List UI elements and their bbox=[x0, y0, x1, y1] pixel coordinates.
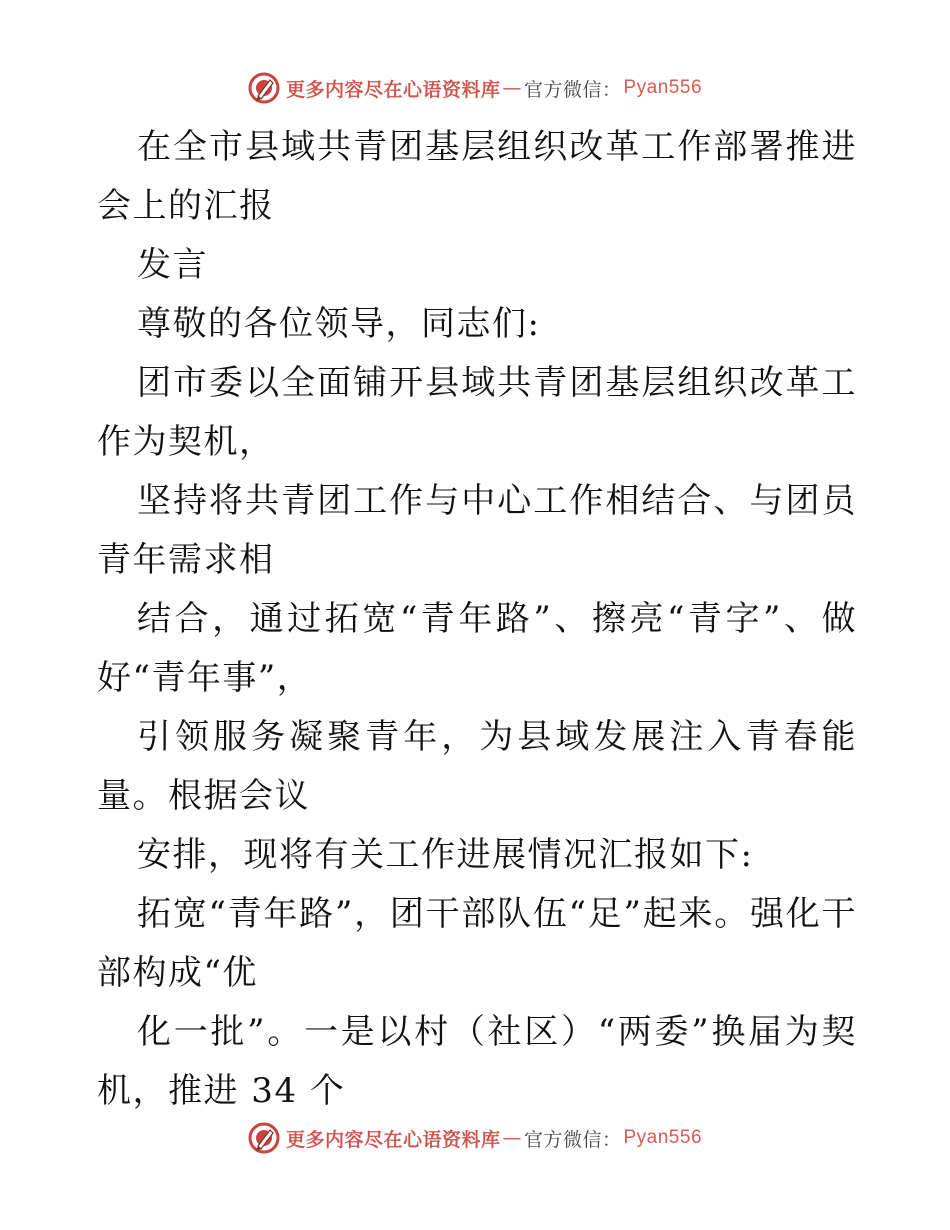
watermark-official-label: 官方微信： bbox=[523, 78, 622, 101]
paragraph-body: 安排，现将有关工作进展情况汇报如下: bbox=[137, 835, 754, 875]
watermark-wechat-id: Pyan556 bbox=[623, 77, 703, 98]
paragraph-body: 化一批”。一是以村（社区）“两委”换届为契机，推进 34 个 bbox=[97, 1012, 857, 1111]
document-body bbox=[97, 118, 857, 1121]
paragraph-body: 引领服务凝聚青年，为县域发展注入青春能量。根据会议 bbox=[97, 717, 857, 816]
watermark-official-label: 官方微信： bbox=[523, 1128, 622, 1151]
paragraph-title-cont: 发言 bbox=[137, 245, 208, 285]
paragraph-title: 在全市县域共青团基层组织改革工作部署推进会上的汇报 bbox=[97, 127, 857, 226]
paragraph-body: 结合，通过拓宽“青年路”、擦亮“青字”、做好“青年事”， bbox=[97, 599, 857, 698]
paragraph-body: 坚持将共青团工作与中心工作相结合、与团员青年需求相 bbox=[97, 481, 857, 580]
header-watermark bbox=[0, 68, 950, 108]
paragraph-body: 拓宽“青年路”，团干部队伍“足”起来。强化干部构成“优 bbox=[97, 894, 857, 993]
watermark-brand: 更多内容尽在心语资料库 bbox=[285, 78, 501, 101]
paragraph-body: 团市委以全面铺开县域共青团基层组织改革工作为契机， bbox=[97, 363, 857, 462]
paragraph-salutation: 尊敬的各位领导，同志们: bbox=[137, 304, 541, 344]
watermark-wechat-id: Pyan556 bbox=[623, 1127, 703, 1148]
pen-logo-icon bbox=[248, 72, 280, 104]
watermark-dash: — bbox=[502, 77, 522, 99]
footer-watermark bbox=[0, 1118, 950, 1158]
watermark-dash: — bbox=[502, 1127, 522, 1149]
pen-logo-icon bbox=[248, 1122, 280, 1154]
watermark-brand: 更多内容尽在心语资料库 bbox=[285, 1128, 501, 1151]
